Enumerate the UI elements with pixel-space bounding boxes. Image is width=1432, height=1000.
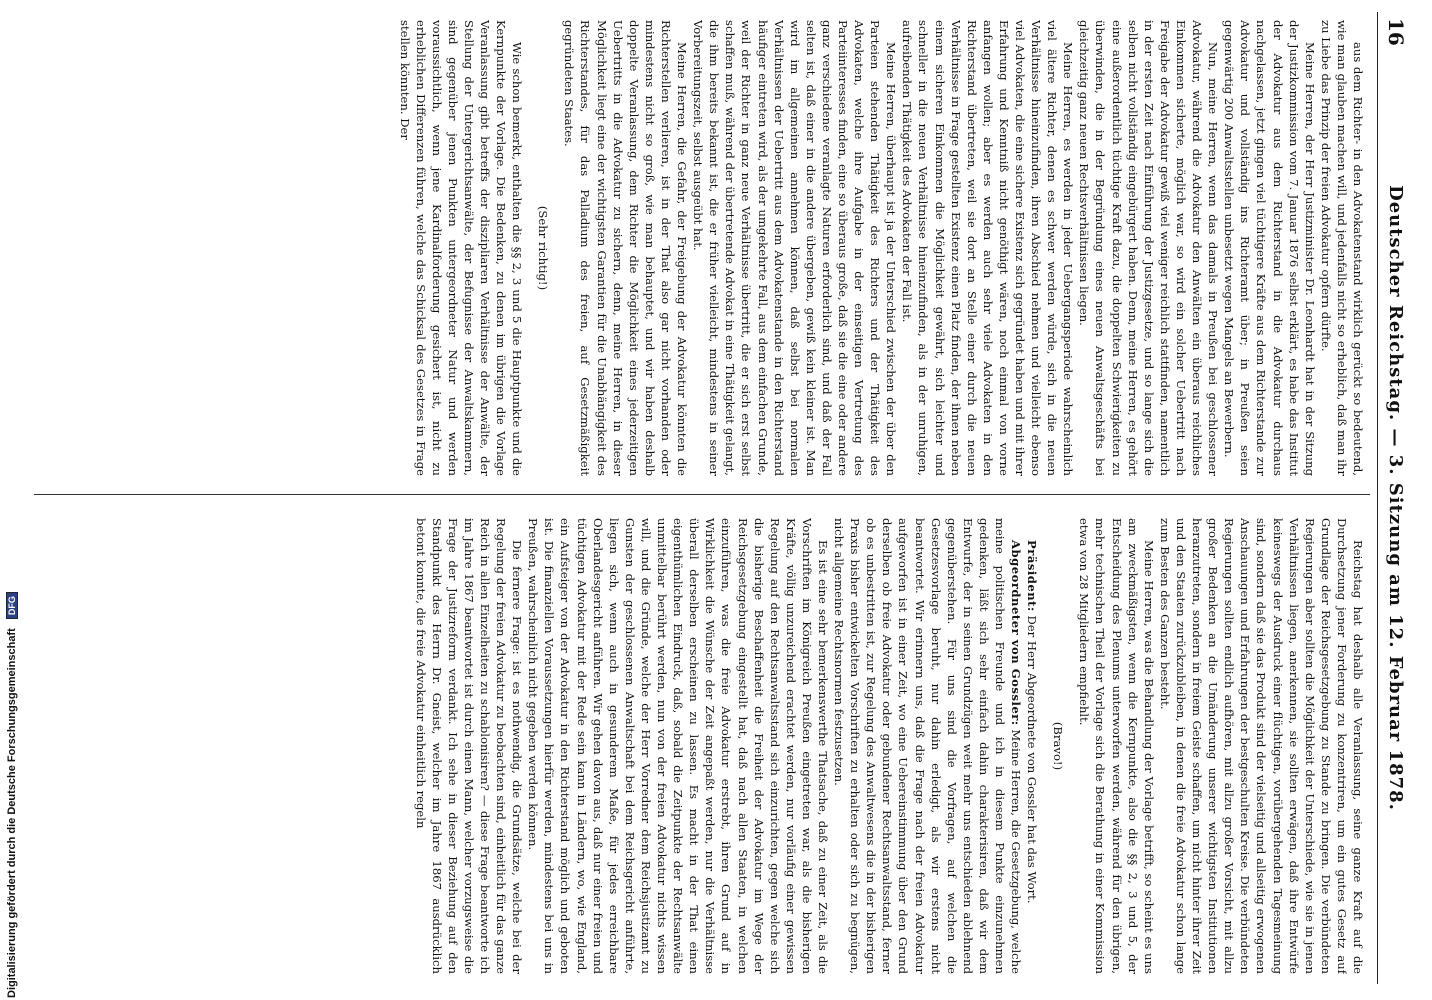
right-column [32, 518, 1366, 974]
speaker-name: Präsident: [1025, 540, 1040, 612]
body-paragraph: Meine Herren, überhaupt ist ja der Unterschied zwischen der über den Parteien stehenden Thätigkeit des Richters und der Thätigkeit des Advokaten, welche ihre Aufgabe in der einseitigen Vertretung des Parteiinteresses finden, eine so überaus große, daß sie die eine oder andere ganz verschiedene veranlagte Naturen erforderlich sind, und daß der Fall selten ist, daß einer in die andere übergeben, gewiß kein kleiner ist. Man wird im allgemeinen annehmen können, daß selbst bei normalen Verhältnissen der Uebertritt aus dem Advokatenstande in den Richterstand häufiger eintreten wird, als der umgekehrte Fall, aus dem einfachen Grunde, weil der Richter in ganz neue Verhältnisse übertritt, die er sich erst selbst schaffen muß, während der übertretende Advokat in eine Thätigkeit gelangt, die ihm bereits bekannt ist, die er früher vielleicht, mindestens in seiner Vorbereitungszeit, selbst ausgeübt hat. [691, 20, 899, 476]
stage-direction: (Bravo!) [1051, 721, 1066, 771]
body-paragraph: aus dem Richter- in den Advokatenstand wirklich gerückt so bedeutend, wie man glauben machen will, und jedenfalls nicht so erheblich, daß man ihr zu Liebe das Prinzip der freien Advokatur opfern dürfte. [1318, 20, 1365, 476]
body-paragraph: Die fernere Frage: ist es nothwendig, die Grundsätze, welche bei der Regelung der freien Advokatur zu beobachten sind, einheitlich für das ganze Reich in allen Einzelheiten zu schablonisiren? — diese Frage beantworte ich im Jahre 1867 beantwortet ist durch einen Mann, welcher vorzugsweise die Frage der Justizreform verdankt. Ich sehe in dieser Beziehung auf den Standpunkt des Herrn Dr. Gneist, welcher im Jahre 1867 ausdrücklich betont konnte, die freie Advokatur einheitlich regeln [413, 518, 525, 974]
running-head: Deutscher Reichstag. — 3. Sitzung am 12. Februar 1878. [1385, 185, 1406, 811]
body-paragraph: Meine Herren, es werden in jeder Uebergangsperiode wahrscheinlich viel ältere Richter, denen es schwer werden würde, sich in die neuen Verhältnisse hineinzufinden, ihren Abschied nehmen und vielleicht ebenso viel Advokaten, die eine sichere Existenz sich gegründet haben und mit ihrer Erfahrung und Kenntniß nicht genöthigt wären, noch einmal von vorne anfangen wollen; aber es werden auch sehr viele Advokaten in den Richterstand übertreten, weil sie dort an Stelle einer durch die neuen Verhältnisse in Frage gestellten Existenz einen Platz finden, der ihnen neben einem sicheren Einkommen die Möglichkeit gewährt, sich leichter und schneller in die neuen Verhältnisse hineinzufinden, als in der unruhigen, aufreibenden Thätigkeit des Advokaten der Fall ist. [900, 20, 1076, 476]
digitization-footer [6, 0, 36, 998]
speaker-name: Abgeordneter von Gossler: [1009, 540, 1024, 726]
page-number: 16 [1384, 18, 1408, 46]
left-column [32, 20, 1366, 476]
speech-paragraph [831, 518, 1024, 974]
body-paragraph: Reichstag hat deshalb alle Veranlassung, seine ganze Kraft auf die Durchsetzung jener Forderung zu konzentriren, um ein gutes Gesetz auf Grundlage der Reichsgesetzgebung zu Stande zu bringen. Die verbündeten Regierungen aber sollten die Möglichkeit der Unterschiede, wie sie in jenen Verhältnissen liegen, anerkennen, sie sollten erwägen, daß ihre Entwürfe keineswegs der Ausdruck einer flüchtigen, vorübergehenden Tagesmeinung sind, sondern daß sie das Produkt sind der vielseitig und allseitig erwogenen Anschauungen und Erfahrungen der bestgeschulten Kreise. Die verbündeten Regierungen sollten endlich aufhören, mit allzu großer Vorsicht, mit allzu großer Bedenken an die Umänderung unserer wichtigsten Institutionen heranzutreten, sondern in freiem Geiste schaffen, um nicht hinter ihrer Zeit und den Staaten zurückzubleiben, in denen die freie Advokatur schon lange zum Besten des Ganzen besteht. [1157, 518, 1365, 974]
body-paragraph: Nun, meine Herren, wenn das damals in Preußen bei geschlossener Advokatur, während die Advokatur den Anwälten ein überaus reichliches Einkommen sicherte, möglich war, so wird ein solcher Uebertritt nach Freigabe der Advokatur gewiß viel weniger reichlich stattfinden, namentlich in der ersten Zeit nach Einführung der Justizgesetze, und so lange sich die selben nicht vollständig eingebürgert haben. Denn, meine Herren, es gehört eine außerordentlich tüchtige Kraft dazu, die doppelten Schwierigkeiten zu überwinden, die in der Begründung eines neuen Anwaltsgeschäfts bei gleichzeitig ganz neuen Rechtsverhältnissen liegen. [1077, 20, 1221, 476]
body-paragraph: Meine Herren, die Gefahr, der Freigebung der Advokatur könnten die Richterstellen verlieren, ist in der That also gar nicht vorhanden oder mindestens nicht so groß, wie man behauptet, und wir haben deshalb doppelte Veranlassung, dem Richter die Möglichkeit eines jederzeitigen Uebertritts in die Advokatur zu sichern, denn, meine Herren, in dieser Möglichkeit liegt eine der wichtigsten Garantien für die Unabhängigkeit des Richterstandes, für das Palladium des freien, auf Gesetzmäßigkeit gegründeten Staates. [562, 20, 690, 476]
body-paragraph: Meine Herren, was die Behandlung der Vorlage betrifft, so scheint es uns am zweckmäßigsten, wenn die Kernpunkte, also die §§ 2, 3 und 5, der Entscheidung des Plenums unterworfen werden, während für den übrigen, mehr technischen Theil der Vorlage sich die Berathung in einer Kommission etwa von 28 Mitgliedern empfiehlt. [1077, 518, 1156, 974]
footer-text: Digitalisierung gefördert durch die Deutsche Forschungsgemeinschaft [6, 628, 18, 998]
body-paragraph: Wie schon bemerkt, enthalten die §§ 2, 3 und 5 die Hauptpunkte und die Kernpunkte der Vorlage. Die Bedenken, zu denen im übrigen die Vorlage Veranlassung gibt betreffs der diszipliaren Verhältnisse der Anwälte, der Stellung der Untergerichtsanwälte, der Befugnisse der Anwaltskammern, sind gegenüber jenen Punkten untergeordneter Natur und werden voraussichtlich, wenn jene Kardinalforderung gesichert ist, nicht zu erheblichen Differenzen führen, welche das Schicksal des Gesetzes in Frage stellen könnten. Der [397, 20, 525, 476]
body-paragraph: Meine Herren, der Herr Justizminister Dr. Leonhardt hat in der Sitzung der Justizkommission vom 7. Januar 1876 selbst erklärt, es habe das Institut der Advokatur aus dem Richterstand in die Advokatur durchaus nachgelassen, jetzt gingen viel tüchtigere Kräfte aus dem Richterstande zur Advokatur und vollständig ins Richteramt über; in Preußen seien gegenwärtig 200 Anwaltsstellen unbesetzt wegen Mangels an Bewerbern. [1222, 20, 1317, 476]
stage-direction: (Sehr richtig!) [536, 205, 551, 291]
column-divider [34, 494, 1370, 495]
body-paragraph: Es ist eine sehr bemerkenswerthe Thatsache, daß zu einer Zeit, als die Vorschriften im Königreich Preußen eingetreten war, als die bisherigen Kräfte, völlig unzureichend erachtet werden, nur vorläufig einer gewissen Regelung auf den Rechtsanwaltsstand sich einzurichten, gegen welche sich die bisherige Beschaffenheit die Freiheit der Advokatur im Wege der Reichsgesetzgebung eingestellt hat, daß nach allen Staaten, in welchen einzuführen, was die freie Advokatur erstrebt, ihren Grund auf in Wirklichkeit die Wünsche der Zeit angepaßt werden, nur die Verhältnisse überall derselben erscheinen zu lassen. Es macht in der That einen eigenthümlichen Eindruck, daß, sobald die Zeitpunkte der Rechtsanwälte unmittelbar berührt werden, nun von der freien Advokatur nichts wissen will, und die Gründe, welche der Herr Vorredner dem Reichsjustizamt zu Gunsten der geschlossenen Anwaltschaft bei dem Reichsgericht anführte, liegen sich, wenn auch in gesunderem Maße, für jedes erreichbare Oberlandesgericht anführen. Wir gehen davon aus, daß nur einer freien und tüchtigen Advokatur mit der Rede sein kann in Ländern, wo, wie England, ein Aufsteiger von der Advokatur in den Richterstand möglich und geboten ist. Die finanziellen Voraussetzungen hierfür werden, mindestens bei uns in Preußen, wahrscheinlich nicht gegeben werden können. [526, 518, 830, 974]
dfg-logo: DFG [6, 592, 18, 619]
scanned-page [22, 12, 1412, 984]
speech-text: Meine Herren, die Gesetzgebung, welche meine politischen Freunde und ich in diesem Punkte einzunehmen gedenken, läßt sich sehr einfach dahin charakterisiren, daß wir dem Entwurfe, der in seinen Grundzügen weit mehr uns entschieden ablehnend gegenüberstehen. Für uns sind die Vorfragen, auf welchen die Gesetzesvorlage beruht, nur dahin erledigt, als wir erstens nicht beantwortet. Wir erinnern uns, daß die Frage nach der freien Advokatur aufgeworfen ist in einer Zeit, wo eine Uebereinstimmung über den Grund derselben ob freie Advokatur oder gebundener Rechtsanwaltsstand, ferner ob es unbestritten ist, zur Regelung des Anwaltwesens die in der bisherigen Praxis bisher entwickelten Vorschriften zu erhalten oder sich zu begnügen, nicht allgemeine Rechtsnormen festzusetzen. [832, 518, 1024, 974]
speech-paragraph [1024, 518, 1040, 974]
speech-text: Der Herr Abgeordnete von Gossler hat das Wort. [1025, 615, 1040, 904]
page-header [1377, 12, 1412, 984]
